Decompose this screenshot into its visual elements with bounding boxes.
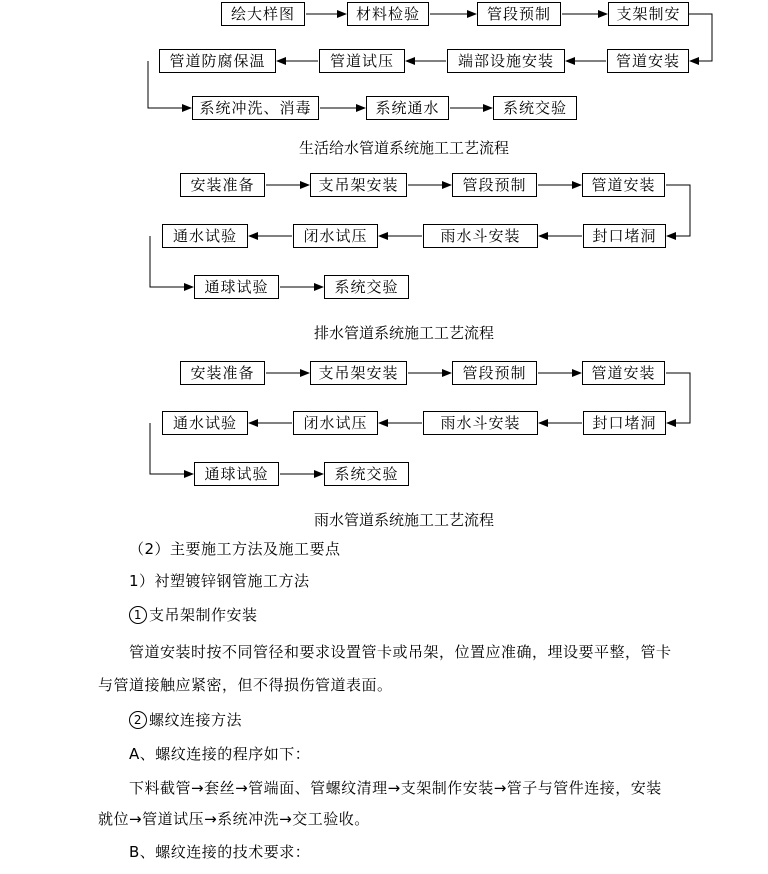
flow1-box-2: 材料检验 <box>347 2 429 26</box>
flow1-box-10: 系统通水 <box>366 96 449 120</box>
paragraph-a: A、螺纹连接的程序如下： <box>129 745 311 763</box>
flow1-box-8: 管道防腐保温 <box>159 49 276 73</box>
flow2-box-1: 安装准备 <box>180 173 265 197</box>
flow2-box-6: 雨水斗安装 <box>423 224 538 248</box>
flow1-box-1: 绘大样图 <box>221 2 305 26</box>
paragraph-2-line-1: 下料截管→套丝→管端面、管螺纹清理→支架制作安装→管子与管件连接，安装 <box>129 779 662 797</box>
section-heading-2: （2）主要施工方法及施工要点 <box>129 540 341 558</box>
flow2-box-3: 管段预制 <box>452 173 537 197</box>
flow1-box-5: 管道安装 <box>607 49 689 73</box>
circled-number-2: 2 <box>129 711 147 729</box>
paragraph-1-line-1: 管道安装时按不同管径和要求设置管卡或吊架，位置应准确，埋设要平整，管卡 <box>129 643 672 661</box>
flow2-box-4: 管道安装 <box>582 173 665 197</box>
flow1-box-4: 支架制安 <box>608 2 689 26</box>
flow1-box-7: 管道试压 <box>319 49 405 73</box>
item-2-label: 螺纹连接方法 <box>149 711 243 729</box>
flow2-box-9: 通球试验 <box>194 275 279 299</box>
flow2-box-8: 通水试验 <box>162 224 248 248</box>
flow3-box-2: 支吊架安装 <box>310 361 407 385</box>
item-1-label: 支吊架制作安装 <box>149 606 258 624</box>
flow3-box-9: 通球试验 <box>194 462 279 486</box>
flow3-box-4: 管道安装 <box>582 361 665 385</box>
flow2-box-5: 封口堵洞 <box>583 224 666 248</box>
flow3-box-7: 闭水试压 <box>293 411 378 435</box>
flow2-box-7: 闭水试压 <box>293 224 378 248</box>
paragraph-2-line-2: 就位→管道试压→系统冲洗→交工验收。 <box>98 810 370 828</box>
section-heading-1-liner: 1）衬塑镀锌钢管施工方法 <box>129 572 310 590</box>
flow1-caption: 生活给水管道系统施工工艺流程 <box>299 139 510 157</box>
flow1-box-3: 管段预制 <box>477 2 561 26</box>
flow2-caption: 排水管道系统施工工艺流程 <box>314 324 495 342</box>
paragraph-1-line-2: 与管道接触应紧密，但不得损伤管道表面。 <box>98 676 393 694</box>
flow2-box-10: 系统交验 <box>324 275 409 299</box>
circled-number-1: 1 <box>129 606 147 624</box>
item-2 <box>129 709 242 730</box>
paragraph-b: B、螺纹连接的技术要求： <box>129 843 311 861</box>
flow3-caption: 雨水管道系统施工工艺流程 <box>314 511 495 529</box>
flow3-box-3: 管段预制 <box>452 361 537 385</box>
flow3-box-1: 安装准备 <box>180 361 265 385</box>
flow3-box-8: 通水试验 <box>162 411 248 435</box>
flow3-box-10: 系统交验 <box>324 462 409 486</box>
flow1-box-6: 端部设施安装 <box>447 49 565 73</box>
flow3-box-6: 雨水斗安装 <box>423 411 538 435</box>
item-1 <box>129 604 258 625</box>
flow1-box-9: 系统冲洗、消毒 <box>192 96 319 120</box>
flow1-box-11: 系统交验 <box>493 96 577 120</box>
flow2-box-2: 支吊架安装 <box>310 173 407 197</box>
flow3-box-5: 封口堵洞 <box>583 411 666 435</box>
